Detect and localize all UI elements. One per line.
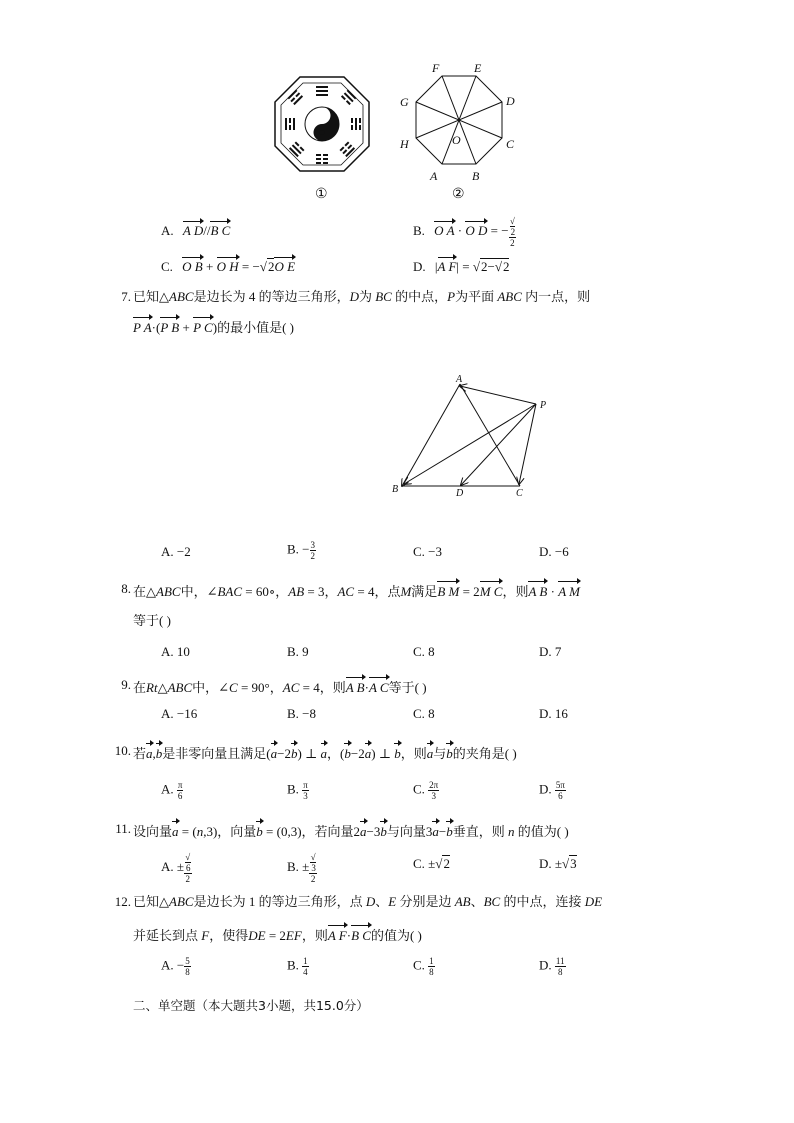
q11-option-a[interactable]: A. ± √ 6 2 [161, 852, 191, 884]
q6-option-b-text: O A · O D = − √ 2 2 [434, 216, 516, 248]
question-number: 10. [114, 743, 131, 758]
label-O: O [452, 133, 461, 147]
label-F: F [432, 61, 440, 75]
question-text-line2: P A·(P B + P C)的最小值是( ) [133, 316, 294, 337]
label-E: E [474, 61, 482, 75]
q11-option-c[interactable]: C. ±√2 [413, 856, 450, 871]
question-number: 12. [114, 894, 131, 909]
q6-option-a-text: A D//B C [183, 223, 230, 238]
q6-option-c-text: O B + O H = −√2O E [182, 259, 295, 274]
q10-option-a[interactable]: A. $\frac{\pi}{6}$ [161, 780, 183, 801]
figure-caption-1: ① [315, 187, 328, 202]
fig-label-C: C [516, 488, 523, 499]
q7-option-b[interactable]: B. − $\frac{3}{2}$ [287, 540, 316, 561]
label-D: D [506, 94, 515, 108]
question-text-line2: 并延长到点 F，使得DE = 2EF，则A F·B C的值为( ) [133, 924, 422, 945]
q11-option-b[interactable]: B. ± √ 3 2 [287, 852, 316, 884]
q7-option-d[interactable]: D. −6 [539, 544, 569, 559]
figure-q7 [386, 372, 556, 506]
q8-option-c[interactable]: C. 8 [413, 644, 435, 659]
figure-octagon [396, 60, 526, 194]
q6-option-b[interactable]: B. O A · O D = − √ 2 2 [413, 216, 516, 248]
q8-option-b[interactable]: B. 9 [287, 644, 309, 659]
triangle-vector-diagram [386, 372, 556, 502]
q12-option-c[interactable]: C. $\frac{1}{8}$ [413, 956, 434, 977]
question-number: 11. [115, 821, 131, 836]
fig-label-A: A [456, 374, 463, 385]
q8-option-a[interactable]: A. 10 [161, 644, 190, 659]
label-B: B [472, 169, 480, 183]
q9-option-b[interactable]: B. −8 [287, 706, 317, 721]
q12-option-b[interactable]: B. $\frac{1}{4}$ [287, 956, 308, 977]
label-G: G [400, 95, 409, 109]
question-text-line2: 等于( ) [133, 613, 171, 628]
question-text-line1: 已知△ABC是边长为 1 的等边三角形，点 D、E 分别是边 AB、BC 的中点，连接 DE [133, 894, 603, 909]
q6-option-d-text: |A F| = √2−√2 [435, 259, 510, 274]
question-number: 7. [121, 289, 131, 304]
q10-option-c[interactable]: C. $\frac{2\pi}{3}$ [413, 780, 439, 801]
label-H: H [400, 137, 409, 151]
q11-option-d[interactable]: D. ±√3 [539, 856, 577, 871]
q7-option-c[interactable]: C. −3 [413, 544, 443, 559]
label-C: C [506, 137, 515, 151]
q10-option-b[interactable]: B. $\frac{\pi}{3}$ [287, 780, 308, 801]
label-A: A [430, 169, 438, 183]
q6-option-c[interactable]: C. O B + O H = −√2O E [161, 256, 295, 275]
q12-option-d[interactable]: D. $\frac{11}{8}$ [539, 956, 565, 977]
question-number: 9. [121, 677, 131, 692]
fig-label-P: P [540, 400, 547, 411]
figure-caption-2: ② [452, 187, 465, 202]
q6-option-a[interactable]: A. A D//B C [161, 220, 230, 239]
fig-label-B: B [392, 484, 399, 495]
bagua-image [272, 72, 372, 182]
q9-option-d[interactable]: D. 16 [539, 706, 568, 721]
octagon-diagram [396, 60, 526, 190]
q9-option-a[interactable]: A. −16 [161, 706, 198, 721]
q9-option-c[interactable]: C. 8 [413, 706, 435, 721]
question-text-line1: 若a,b是非零向量且满足(a−2b) ⊥ a，(b−2a) ⊥ b，则a与b的夹角是( ) [133, 742, 517, 763]
figure-bagua [272, 72, 372, 186]
question-text-line1: 在△ABC中，∠BAC = 60∘，AB = 3，AC = 4，点M满足B M = 2M C，则A B · A M [133, 580, 580, 601]
question-number: 8. [121, 581, 131, 596]
q6-option-d[interactable]: D. |A F| = √2−√2 [413, 256, 509, 275]
q12-option-a[interactable]: A. − $\frac{5}{8}$ [161, 956, 190, 977]
fig-label-D: D [456, 488, 464, 499]
section-heading: 二、单空题（本大题共3小题，共15.0分） [133, 998, 369, 1013]
q7-option-a[interactable]: A. −2 [161, 544, 191, 559]
question-text-line1: 设向量a = (n,3)，向量b = (0,3)，若向量2a−3b与向量3a−b垂直，则 n 的值为( ) [133, 820, 569, 841]
q8-option-d[interactable]: D. 7 [539, 644, 562, 659]
question-text-line1: 已知△ABC是边长为 4 的等边三角形，D为 BC 的中点，P为平面 ABC 内一点，则 [133, 289, 591, 304]
question-text-line1: 在Rt△ABC中，∠C = 90°，AC = 4，则A B·A C等于( ) [133, 676, 427, 697]
q10-option-d[interactable]: D. $\frac{5\pi}{6}$ [539, 780, 565, 801]
